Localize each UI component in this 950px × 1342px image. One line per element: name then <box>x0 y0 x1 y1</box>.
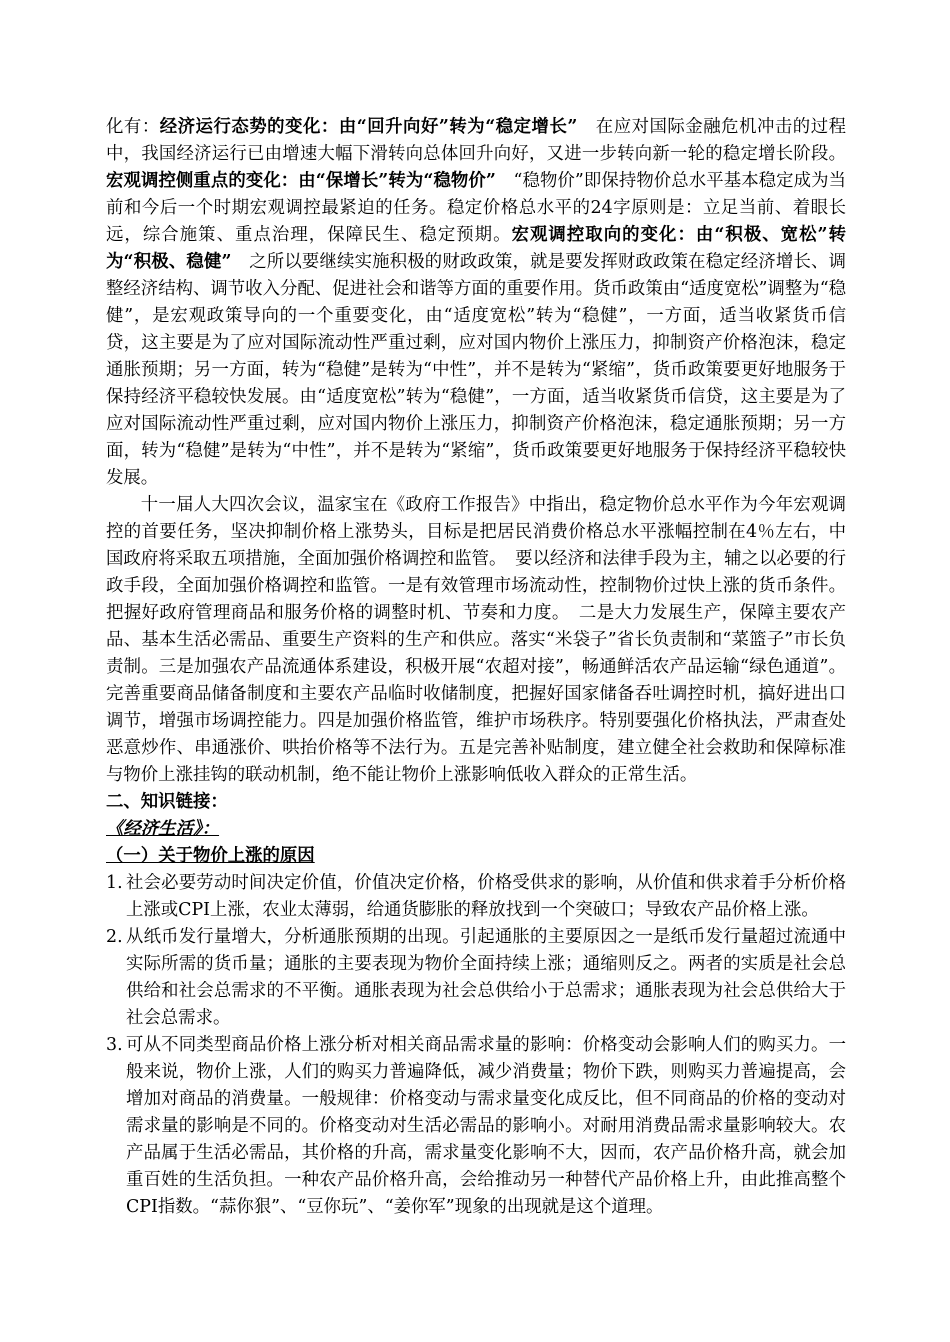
list-item-text: 可从不同类型商品价格上涨分析对相关商品需求量的影响：价格变动会影响人们的购买力。一般来说，物价上涨，人们的购买力普遍降低，减少消费量；物价下跌，则购买力普遍提高，会增加对商品的消费量。一般规律：价格变动与需求量变化成反比，但不同商品的价格的变动对需求量的影响是不同的。价格变动对生活必需品的影响小。对耐用消费品需求量影响较大。农产品属于生活必需品，其价格的升高，需求量变化影响不大，因而，农产品价格升高，就会加重百姓的生活负担。一种农产品价格升高，会给推动另一种替代产品价格上升，由此推高整个CPI指数。“蒜你狠”、“豆你玩”、“姜你军”现象的出现就是这个道理。 <box>126 1035 846 1217</box>
text-run: 之所以要继续实施积极的财政政策，就是要发挥财政政策在稳定经济增长、调整经济结构、调节收入分配、促进社会和谐等方面的重要作用。货币政策由“适度宽松”调整为“稳健”，是宏观政策导向的一个重要变化，由“适度宽松”转为“稳健”，一方面，适当收紧货币信贷，这主要是为了应对国际流动性严重过剩，应对国内物价上涨压力，抑制资产价格泡沫，稳定通胀预期；另一方面，转为“稳健”是转为“中性”，并不是转为“紧缩”，货币政策要更好地服务于保持经济平稳较快发展。由“适度宽松”转为“稳健”，一方面，适当收紧货币信贷，这主要是为了应对国际流动性严重过剩，应对国内物价上涨压力，抑制资产价格泡沫，稳定通胀预期；另一方面，转为“稳健”是转为“中性”，并不是转为“紧缩”，货币政策要更好地服务于保持经济平稳较快发展。 <box>106 252 846 488</box>
text-run: 在应对国际金融危机冲击的过程中，我国经济运行已由增速大幅下滑转向总体回升向好，又进一步转向新一轮的稳定增长阶段。 <box>106 117 846 164</box>
numbered-list <box>106 870 846 1221</box>
list-item-number: 2. <box>106 927 123 947</box>
list-item-number: 1. <box>106 873 123 893</box>
paragraph-macro-policy-changes <box>106 114 846 492</box>
list-item <box>106 924 846 1032</box>
paragraph-government-report: 十一届人大四次会议，温家宝在《政府工作报告》中指出，稳定物价总水平作为今年宏观调控的首要任务，坚决抑制价格上涨势头，目标是把居民消费价格总水平涨幅控制在4％左右，中国政府将采取五项措施，全面加强价格调控和监管。 要以经济和法律手段为主，辅之以必要的行政手段，全面加强价格调控和监管。一是有效管理市场流动性，控制物价过快上涨的货币条件。把握好政府管理商品和服务价格的调整时机、节奏和力度。 二是大力发展生产，保障主要农产品、基本生活必需品、重要生产资料的生产和供应。落实“米袋子”省长负责制和“菜篮子”市长负责制。三是加强农产品流通体系建设，积极开展“农超对接”，畅通鲜活农产品运输“绿色通道”。完善重要商品储备制度和主要农产品临时收储制度，把握好国家储备吞吐调控时机，搞好进出口调节，增强市场调控能力。四是加强价格监管，维护市场秩序。特别要强化价格执法，严肃查处恶意炒作、串通涨价、哄抬价格等不法行为。五是完善补贴制度，建立健全社会救助和保障标准与物价上涨挂钩的联动机制，绝不能让物价上涨影响低收入群众的正常生活。 <box>106 495 846 785</box>
bold-heading-policy-orientation: 宏观调控取向的变化：由“积极、宽松”转为“积极、稳健” <box>106 225 846 272</box>
section-heading-knowledge-link: 二、知识链接： <box>106 792 228 812</box>
link-title-economic-life: 《经济生活》： <box>106 819 220 839</box>
text-run: “稳物价”即保持物价总水平基本稳定成为当前和今后一个时期宏观调控最紧迫的任务。稳定价格总水平的24字原则是：立足当前、着眼长远，综合施策、重点治理，保障民生、稳定预期。 <box>106 171 846 245</box>
list-item <box>106 870 846 924</box>
bold-heading-control-focus: 宏观调控侧重点的变化：由“保增长”转为“稳物价” <box>106 171 496 191</box>
list-item-number: 3. <box>106 1035 123 1055</box>
text-run: 化有： <box>106 117 160 137</box>
list-item-text: 从纸币发行量增大，分析通胀预期的出现。引起通胀的主要原因之一是纸币发行量超过流通中实际所需的货币量；通胀的主要表现为物价全面持续上涨；通缩则反之。两者的实质是社会总供给和社会总需求的不平衡。通胀表现为社会总供给小于总需求；通胀表现为社会总供给大于社会总需求。 <box>126 927 846 1028</box>
bold-heading-economic-trend: 经济运行态势的变化：由“回升向好”转为“稳定增长” <box>159 117 578 137</box>
list-item-text: 社会必要劳动时间决定价值，价值决定价格，价格受供求的影响，从价值和供求着手分析价格上涨或CPI上涨，农业太薄弱，给通货膨胀的释放找到一个突破口；导致农产品价格上涨。 <box>126 873 846 920</box>
sub-title-price-rise-causes: （一）关于物价上涨的原因 <box>106 846 315 866</box>
list-item <box>106 1032 846 1221</box>
